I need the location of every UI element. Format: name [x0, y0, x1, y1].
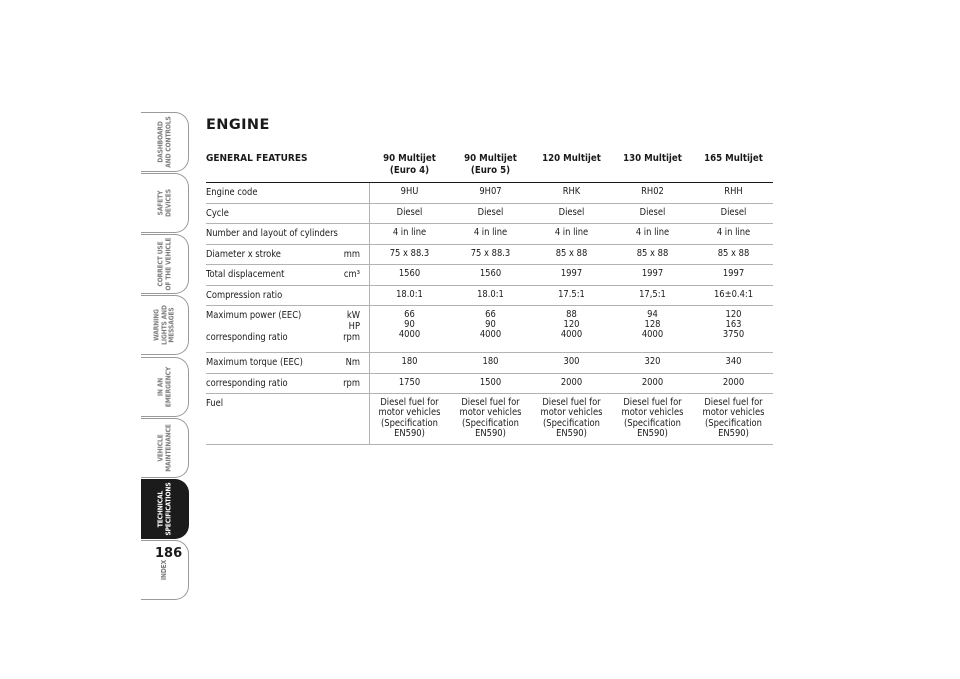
value-cell: 1560 [398, 268, 421, 279]
value-cell: 2000 [641, 377, 664, 388]
value-cell: 1500 [479, 377, 502, 388]
engine-spec-table [206, 148, 773, 445]
parameter-unit: rpm [343, 378, 360, 389]
parameter-name: Fuel [206, 398, 224, 409]
value-cell: 18.0:1 [477, 289, 504, 300]
column-header: 90 Multijet (Euro 5) [464, 153, 517, 176]
value-cell: 180 [401, 356, 418, 367]
value-cell: 1560 [479, 268, 502, 279]
parameter-unit: Nm [345, 357, 360, 368]
value-cell: 16±0.4:1 [713, 289, 754, 300]
value-cell: 4 in line [554, 227, 589, 238]
table-row [206, 224, 773, 245]
value-cell: Diesel [477, 207, 504, 218]
side-tab-technical-specifications[interactable] [141, 479, 189, 539]
value-cell: 85 x 88 [717, 248, 750, 259]
parameter-name: Cycle [206, 208, 229, 219]
value-cell: Diesel [396, 207, 423, 218]
side-tab-in-an-emergency[interactable] [141, 357, 189, 417]
table-body [206, 183, 773, 445]
side-tab-label: INDEX [159, 559, 168, 581]
value-cell: RHH [724, 186, 743, 197]
value-cell: 1997 [560, 268, 583, 279]
table-header [206, 148, 773, 183]
value-cell: 75 x 88.3 [389, 248, 430, 259]
parameter-unit: cm³ [343, 269, 360, 280]
parameter-unit: rpm [343, 332, 360, 343]
value-cell: 1997 [722, 268, 745, 279]
table-row [206, 265, 773, 286]
parameter-name: Total displacement [206, 269, 285, 280]
side-tab-warning-lights-and-messages[interactable] [141, 295, 189, 355]
side-tab-label: IN AN EMERGENCY [155, 366, 172, 408]
value-cell: RH02 [641, 186, 664, 197]
value-cell: 340 [725, 356, 742, 367]
column-header: 90 Multijet (Euro 4) [383, 153, 436, 176]
value-cell: Diesel fuel for motor vehicles (Specification EN590) [702, 397, 765, 440]
value-cell: 300 [563, 356, 580, 367]
page-title: ENGINE [206, 117, 270, 133]
side-tab-label: SAFETY DEVICES [155, 189, 172, 217]
parameter-name: Maximum power (EEC) [206, 310, 302, 321]
parameter-name: corresponding ratio [206, 332, 288, 343]
parameter-name: Maximum torque (EEC) [206, 357, 303, 368]
parameter-unit: kW [346, 310, 360, 321]
value-cell: RHK [562, 186, 581, 197]
side-tab-label: VEHICLE MAINTENANCE [155, 424, 172, 472]
value-cell: Diesel fuel for motor vehicles (Specification EN590) [459, 397, 522, 440]
parameter-name: Compression ratio [206, 290, 283, 301]
value-cell: 9HU [400, 186, 419, 197]
table-row [206, 306, 773, 353]
table-row [206, 204, 773, 224]
value-cell: 94 128 4000 [641, 309, 664, 341]
value-cell: 66 90 4000 [398, 309, 421, 341]
value-cell: 4 in line [392, 227, 427, 238]
column-header: 165 Multijet [704, 153, 763, 164]
value-cell: Diesel [720, 207, 747, 218]
value-cell: 85 x 88 [555, 248, 588, 259]
general-features-heading: GENERAL FEATURES [206, 153, 308, 164]
value-cell: 88 120 4000 [560, 309, 583, 341]
side-tab-label: CORRECT USE OF THE VEHICLE [155, 237, 172, 291]
value-cell: 66 90 4000 [479, 309, 502, 341]
table-row [206, 183, 773, 204]
value-cell: Diesel fuel for motor vehicles (Specification EN590) [378, 397, 441, 440]
side-tab-safety-devices[interactable] [141, 173, 189, 233]
value-cell: 2000 [722, 377, 745, 388]
value-cell: 2000 [560, 377, 583, 388]
value-cell: 17,5:1 [639, 289, 666, 300]
value-cell: 1997 [641, 268, 664, 279]
parameter-name: Diameter x stroke [206, 249, 281, 260]
value-cell: 85 x 88 [636, 248, 669, 259]
value-cell: 120 163 3750 [722, 309, 745, 341]
parameter-name: Engine code [206, 187, 258, 198]
side-tab-label: WARNING LIGHTS AND MESSAGES [152, 305, 176, 345]
value-cell: 17.5:1 [558, 289, 585, 300]
table-row [206, 245, 773, 265]
value-cell: 4 in line [635, 227, 670, 238]
column-header: 130 Multijet [623, 153, 682, 164]
value-cell: 320 [644, 356, 661, 367]
side-tab-vehicle-maintenance[interactable] [141, 418, 189, 478]
side-tab-correct-use-of-the-vehicle[interactable] [141, 234, 189, 294]
value-cell: 75 x 88.3 [470, 248, 511, 259]
side-tab-label: TECHNICAL SPECIFICATIONS [155, 482, 172, 536]
value-cell: 180 [482, 356, 499, 367]
column-header: 120 Multijet [542, 153, 601, 164]
table-row [206, 353, 773, 374]
side-tab-dashboard-and-controls[interactable] [141, 112, 189, 172]
value-cell: 9H07 [479, 186, 502, 197]
parameter-unit: mm [343, 249, 360, 260]
parameter-name: Number and layout of cylinders [206, 228, 338, 239]
table-row [206, 286, 773, 306]
value-cell: 4 in line [473, 227, 508, 238]
side-tab-label: DASHBOARD AND CONTROLS [155, 116, 172, 168]
value-cell: Diesel [558, 207, 585, 218]
value-cell: Diesel fuel for motor vehicles (Specification EN590) [621, 397, 684, 440]
page-number: 186 [155, 546, 183, 561]
value-cell: 4 in line [716, 227, 751, 238]
parameter-name: corresponding ratio [206, 378, 288, 389]
value-cell: 1750 [398, 377, 421, 388]
table-row [206, 394, 773, 445]
value-cell: Diesel fuel for motor vehicles (Specification EN590) [540, 397, 603, 440]
table-row [206, 374, 773, 394]
value-cell: Diesel [639, 207, 666, 218]
parameter-unit: HP [348, 321, 360, 332]
value-cell: 18.0:1 [396, 289, 423, 300]
